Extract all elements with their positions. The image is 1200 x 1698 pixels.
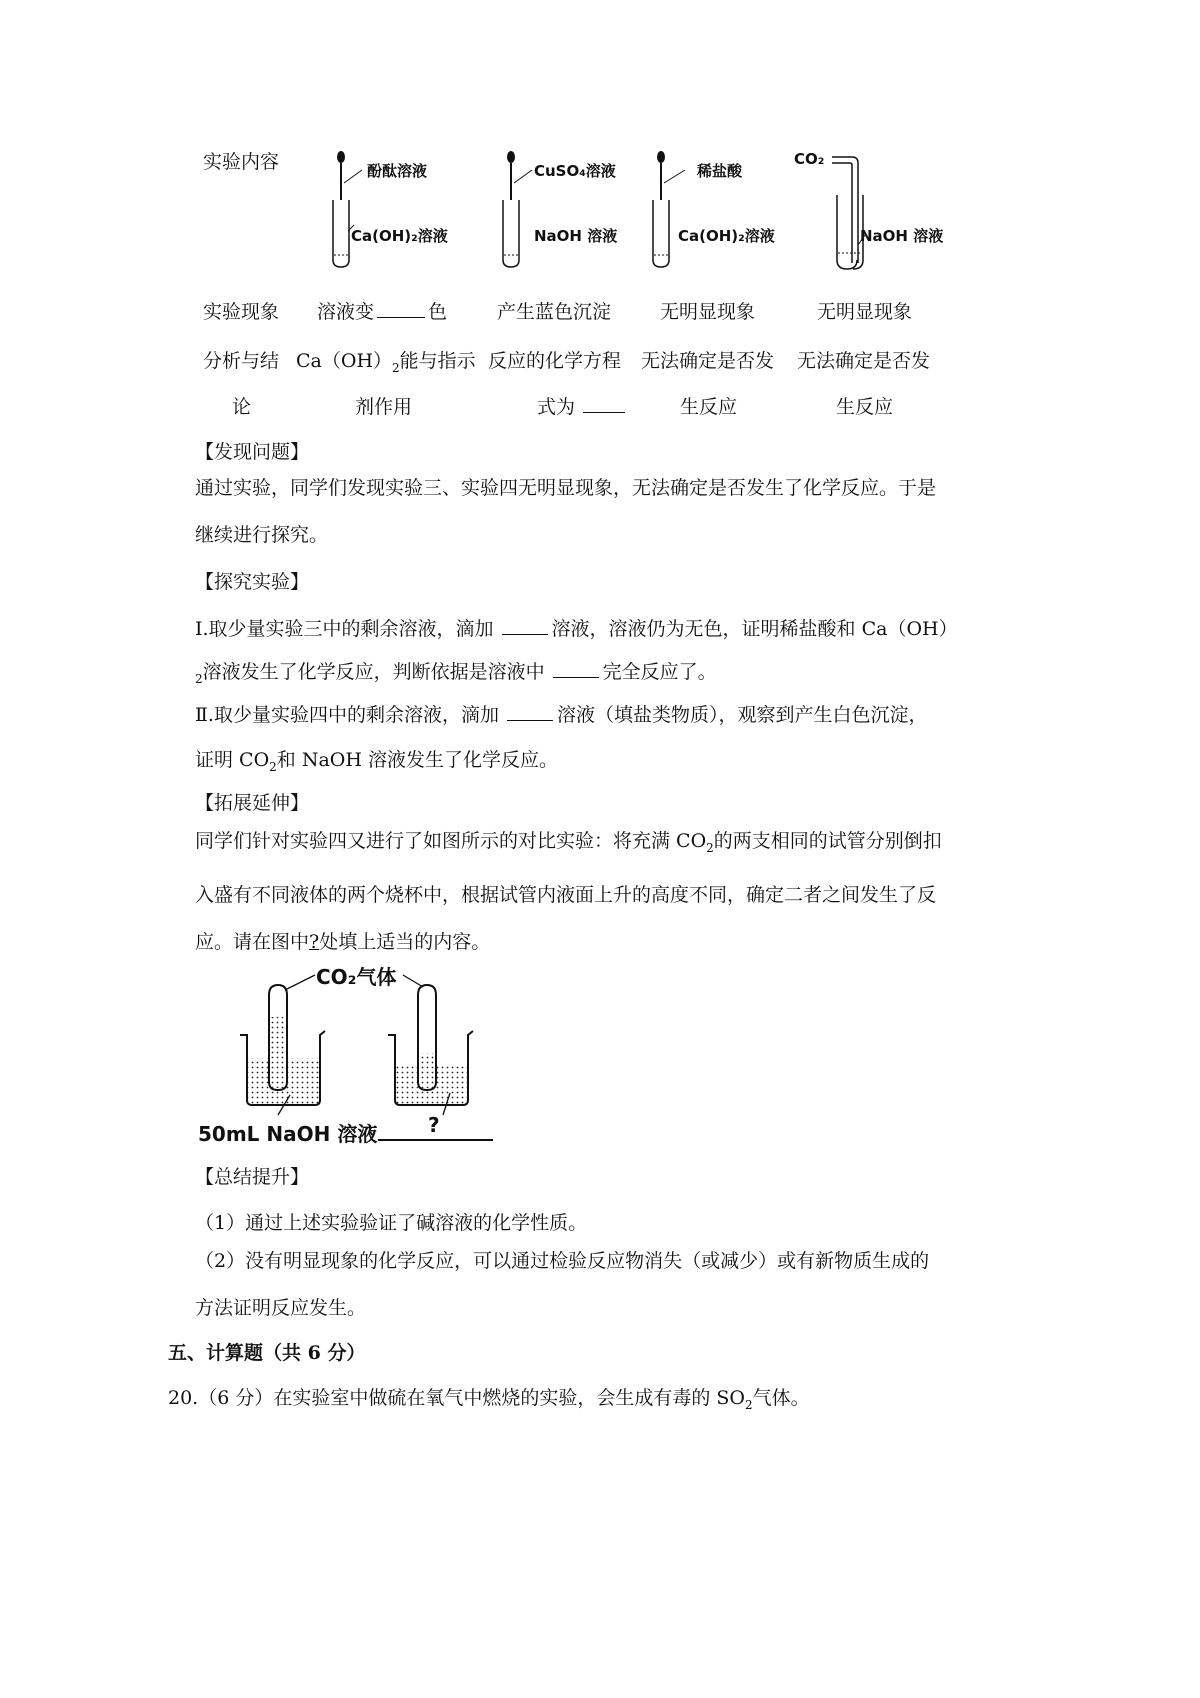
apparatus-2-solution: NaOH 溶液 [534, 227, 618, 245]
figure-right-blank[interactable]: ? [428, 1113, 440, 1137]
figure-gas-label: CO₂气体 [316, 965, 397, 989]
answer-blank-reacted[interactable] [553, 677, 599, 678]
summary-item-1: （1）通过上述实验验证了碱溶液的化学性质。 [195, 1212, 588, 1234]
section-title-extend: 【拓展延伸】 [195, 792, 310, 814]
answer-blank-color[interactable] [377, 317, 425, 318]
row-label-analysis: 分析与结 [203, 350, 280, 372]
answer-blank-salt[interactable] [507, 720, 553, 721]
conclusion-4-line1: 无法确定是否发 [797, 350, 931, 372]
conclusion-1-line1: $Ca(OH)_2$能与指示 [296, 350, 476, 375]
section-title-explore: 【探究实验】 [195, 571, 310, 593]
apparatus-1-reagent: 酚酞溶液 [367, 162, 428, 180]
section-title-calc: 五、计算题（共 6 分） [168, 1342, 366, 1364]
phenomenon-1: 溶液变 色 [317, 301, 448, 323]
summary-item-2: （2）没有明显现象的化学反应，可以通过检验反应物消失（或减少）或有新物质生成的方法证明反应发生。 [195, 1250, 930, 1319]
phenomenon-4: 无明显现象 [817, 301, 913, 323]
answer-blank-equation[interactable] [583, 412, 625, 413]
explore-step-1-line1: Ⅰ.取少量实验三中的剩余溶液，滴加 溶液，溶液仍为无色，证明稀盐酸和 Ca（OH） [195, 618, 958, 640]
row-label-phenomenon: 实验现象 [203, 301, 280, 323]
apparatus-4-reagent: CO₂ [794, 150, 825, 168]
apparatus-3-reagent: 稀盐酸 [697, 162, 743, 180]
apparatus-2-reagent: CuSO₄溶液 [534, 162, 616, 180]
conclusion-2-line1: 反应的化学方程 [488, 350, 622, 372]
apparatus-1-solution: Ca(OH)₂溶液 [351, 227, 448, 245]
row-label-content: 实验内容 [203, 151, 280, 173]
explore-step-2-line1: Ⅱ.取少量实验四中的剩余溶液，滴加 溶液（填盐类物质），观察到产生白色沉淀， [195, 704, 928, 726]
explore-step-1-line2: $_2$溶液发生了化学反应，判断依据是溶液中 完全反应了。 [195, 661, 717, 686]
answer-blank-indicator[interactable] [502, 634, 548, 635]
discover-paragraph: 通过实验，同学们发现实验三、实验四无明显现象，无法确定是否发生了化学反应。于是继续进行探究。 [195, 477, 937, 546]
conclusion-4-line2: 生反应 [836, 396, 894, 418]
conclusion-3-line1: 无法确定是否发 [641, 350, 775, 372]
apparatus-3-solution: Ca(OH)₂溶液 [678, 227, 775, 245]
section-title-summary: 【总结提升】 [195, 1166, 310, 1188]
extend-paragraph: 同学们针对实验四又进行了如图所示的对比实验：将充满 $CO_2$的两支相同的试管分别倒扣入盛有不同液体的两个烧杯中，根据试管内液面上升的高度不同，确定二者之间发生了反应。请在图中?处填上适当的内容。 [195, 830, 942, 953]
conclusion-1-line2: 剂作用 [355, 396, 413, 418]
conclusion-3-line2: 生反应 [680, 396, 738, 418]
phenomenon-2: 产生蓝色沉淀 [497, 301, 612, 323]
conclusion-2-line2: 式为 [537, 392, 625, 419]
figure-left-label: 50mL NaOH 溶液 [198, 1122, 378, 1146]
section-title-discover: 【发现问题】 [195, 441, 310, 463]
apparatus-co2 [810, 145, 960, 275]
question-20: 20.（6 分）在实验室中做硫在氧气中燃烧的实验，会生成有毒的 $SO_2$气体。 [168, 1387, 810, 1412]
row-label-analysis-2: 论 [232, 396, 252, 418]
explore-step-2-line2: 证明 $CO_2$和 NaOH 溶液发生了化学反应。 [195, 749, 558, 774]
apparatus-4-solution: NaOH 溶液 [860, 227, 944, 245]
phenomenon-3: 无明显现象 [660, 301, 756, 323]
